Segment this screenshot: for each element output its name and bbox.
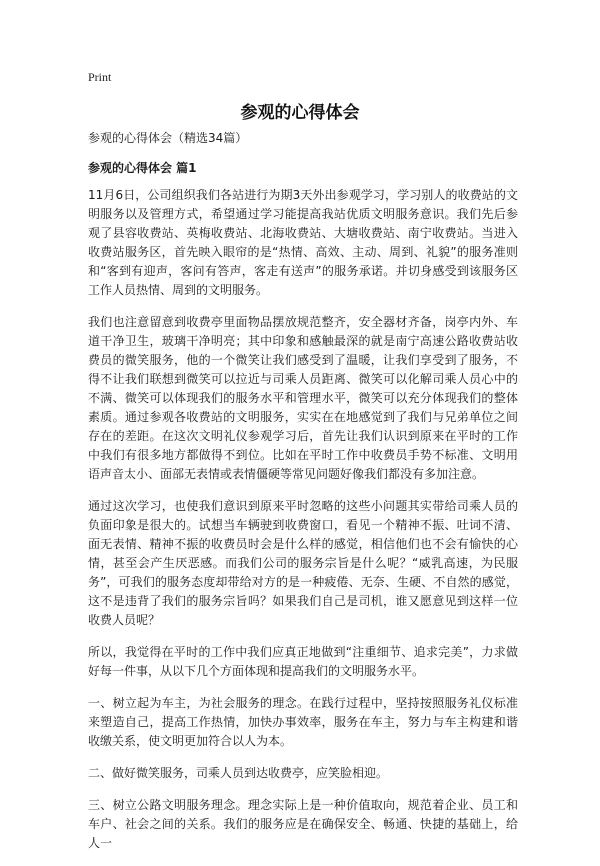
paragraph: 三、树立公路文明服务理念。理念实际上是一种价值取向，规范着企业、员工和车户、社会之间的关系。我们的服务应是在确保安全、畅通、快捷的基础上，给人一: [88, 798, 518, 850]
document-subtitle: 参观的心得体会（精选34篇）: [88, 131, 248, 145]
paragraph: 通过这次学习，也使我们意识到原来平时忽略的这些小问题其实带给司乘人员的负面印象是很大的。试想当车辆驶到收费窗口，看见一个精神不振、吐词不清、面无表情、精神不振的收费员时会是什么样的感觉，相信他们也不会有愉快的心情，甚至会产生厌恶感。而我们公司的服务宗旨是什么呢？“威乳高速，为民服务”，可我们的服务态度却带给对方的是一种疲倦、无奈、生硬、不自然的感觉，这不是违背了我们的服务宗旨吗？如果我们自己是司机，谁又愿意见到这样一位收费人员呢？: [88, 499, 518, 627]
document-body: [88, 128, 518, 866]
paragraph: 11月6日，公司组织我们各站进行为期3天外出参观学习，学习别人的收费站的文明服务以及管理方式，希望通过学习能提高我站优质文明服务意识。我们先后参观了县容收费站、英梅收费站、北海收费站、大塘收费站、南宁收费站。当进入收费站服务区，首先映入眼帘的是“热情、高效、主动、周到、礼貌”的服务准则和“客到有迎声，客问有答声，客走有送声”的服务承诺。并切身感受到该服务区工作人员热情、周到的文明服务。: [88, 188, 518, 297]
page-title: 参观的心得体会: [240, 103, 360, 123]
paragraph: 我们也注意留意到收费亭里面物品摆放规范整齐，安全器材齐备，岗亭内外、车道干净卫生，玻璃干净明亮；其中印象和感触最深的就是南宁高速公路收费站收费员的微笑服务，他的一个微笑让我们感受到了温暖，让我们享受到了服务，不得不让我们联想到微笑可以拉近与司乘人员距离、微笑可以化解司乘人员心中的不满、微笑可以体现我们的服务水平和管理水平，微笑可以充分体现我们的整体素质。通过参观各收费站的文明服务，实实在在地感觉到了我们与兄弟单位之间存在的差距。在这次文明礼仪参观学习后，首先让我们认识到原来在平时的工作中我们有很多地方都做得不到位。比如在平时工作中收费员手势不标准、文明用语声音太小、面部无表情或表情僵硬等常见问题好像我们都没有多加注意。: [88, 315, 518, 481]
print-link[interactable]: Print: [88, 70, 112, 84]
paragraph: 一、树立起为车主，为社会服务的理念。在践行过程中，坚持按照服务礼仪标准来塑造自己，提高工作热情，加快办事效率，服务在车主，努力与车主构建和谐收缴关系，使文明更加符合以人为本。: [88, 696, 518, 748]
paragraph: 所以，我觉得在平时的工作中我们应真正地做到“注重细节、追求完美”，力求做好每一件事，从以下几个方面体现和提高我们的文明服务水平。: [88, 645, 518, 678]
paragraph: 二、做好微笑服务，司乘人员到达收费亭，应笑脸相迎。: [88, 766, 389, 780]
section-heading: 参观的心得体会 篇1: [88, 161, 197, 175]
